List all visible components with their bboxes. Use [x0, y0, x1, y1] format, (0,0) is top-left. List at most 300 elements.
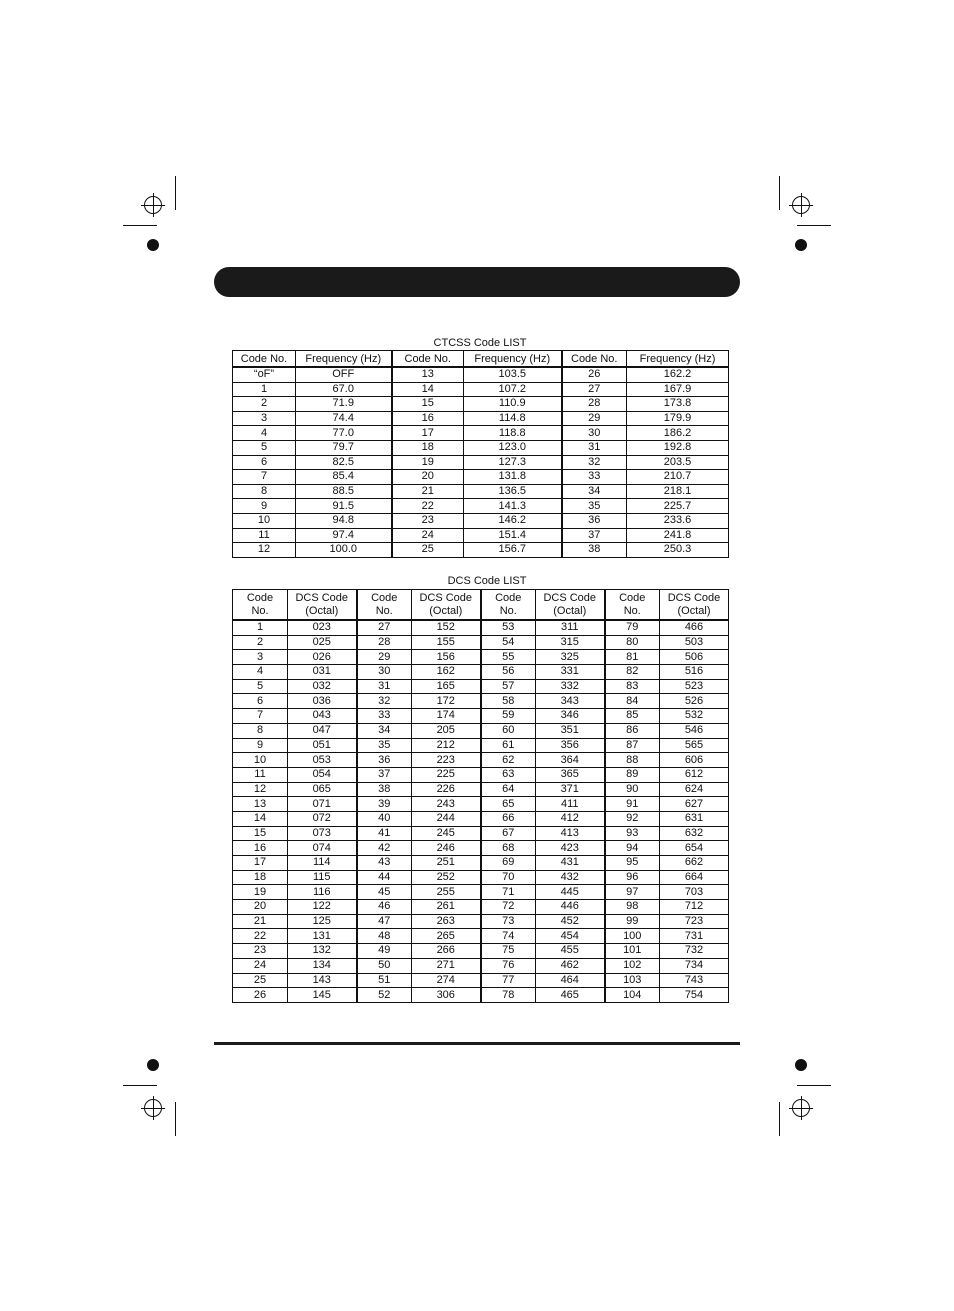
table-row [233, 870, 729, 885]
registration-target-icon [792, 1099, 810, 1117]
table-cell: 146.2 [464, 513, 562, 528]
table-cell: 074 [288, 841, 357, 856]
table-cell: 371 [536, 782, 605, 797]
table-cell: 25 [392, 543, 464, 558]
table-row [233, 650, 729, 665]
column-header: DCS Code (Octal) [412, 590, 481, 621]
table-cell: 455 [536, 944, 605, 959]
table-cell: 65 [481, 797, 536, 812]
table-cell: 306 [412, 988, 481, 1003]
table-cell: 97 [605, 885, 660, 900]
table-cell: 31 [562, 440, 627, 455]
table-cell: 162.2 [627, 367, 729, 382]
table-cell: 51 [357, 973, 412, 988]
table-cell: 053 [288, 753, 357, 768]
table-cell: 452 [536, 914, 605, 929]
table-cell: 423 [536, 841, 605, 856]
table-cell: 32 [357, 694, 412, 709]
table-cell: 36 [357, 753, 412, 768]
registration-dot-icon [147, 239, 159, 251]
table-cell: 8 [233, 723, 288, 738]
table-cell: 91 [605, 797, 660, 812]
table-cell: 13 [233, 797, 288, 812]
column-header: DCS Code (Octal) [536, 590, 605, 621]
table-cell: 246 [412, 841, 481, 856]
table-cell: 94 [605, 841, 660, 856]
table-cell: 9 [233, 499, 296, 514]
table-cell: 27 [562, 382, 627, 397]
table-cell: 114 [288, 856, 357, 871]
table-cell: 134 [288, 958, 357, 973]
table-row [233, 753, 729, 768]
crop-mark [779, 1102, 780, 1136]
table-cell: 72 [481, 900, 536, 915]
table-cell: 331 [536, 665, 605, 680]
column-header: DCS Code (Octal) [660, 590, 729, 621]
table-cell: 226 [412, 782, 481, 797]
table-cell: 88.5 [296, 484, 392, 499]
crop-mark [797, 1085, 831, 1086]
table-cell: 546 [660, 723, 729, 738]
table-cell: 032 [288, 679, 357, 694]
table-cell: 413 [536, 826, 605, 841]
table-cell: 223 [412, 753, 481, 768]
table-cell: 26 [233, 988, 288, 1003]
table-cell: 346 [536, 709, 605, 724]
table-cell: 67 [481, 826, 536, 841]
table-cell: 87 [605, 738, 660, 753]
table-cell: 56 [481, 665, 536, 680]
table-cell: 205 [412, 723, 481, 738]
crop-mark [175, 1102, 176, 1136]
table-cell: 261 [412, 900, 481, 915]
table-cell: 95 [605, 856, 660, 871]
table-cell: 39 [357, 797, 412, 812]
table-cell: 173.8 [627, 397, 729, 412]
table-cell: 431 [536, 856, 605, 871]
table-row [233, 797, 729, 812]
table-cell: 49 [357, 944, 412, 959]
table-cell: 8 [233, 484, 296, 499]
table-cell: 565 [660, 738, 729, 753]
table-cell: 244 [412, 811, 481, 826]
table-cell: 33 [357, 709, 412, 724]
table-cell: 6 [233, 455, 296, 470]
table-row [233, 499, 729, 514]
table-cell: 35 [357, 738, 412, 753]
table-row [233, 958, 729, 973]
table-cell: 445 [536, 885, 605, 900]
table-cell: 32 [562, 455, 627, 470]
table-cell: 88 [605, 753, 660, 768]
table-cell: 24 [392, 528, 464, 543]
table-cell: 141.3 [464, 499, 562, 514]
table-cell: 526 [660, 694, 729, 709]
table-cell: 104 [605, 988, 660, 1003]
table-row [233, 973, 729, 988]
table-cell: 14 [392, 382, 464, 397]
table-cell: 13 [392, 367, 464, 382]
table-cell: 99 [605, 914, 660, 929]
table-row [233, 543, 729, 558]
table-cell: 054 [288, 767, 357, 782]
table-cell: 11 [233, 528, 296, 543]
table-cell: 152 [412, 620, 481, 635]
table-cell: 225.7 [627, 499, 729, 514]
table-cell: 62 [481, 753, 536, 768]
table-cell: 155 [412, 635, 481, 650]
table-cell: 664 [660, 870, 729, 885]
table-row [233, 470, 729, 485]
table-cell: 073 [288, 826, 357, 841]
table-cell: 118.8 [464, 426, 562, 441]
table-cell: 86 [605, 723, 660, 738]
table-cell: 3 [233, 411, 296, 426]
table-cell: 58 [481, 694, 536, 709]
table-cell: 21 [233, 914, 288, 929]
table-cell: 68 [481, 841, 536, 856]
table-cell: 41 [357, 826, 412, 841]
table-cell: 85.4 [296, 470, 392, 485]
table-cell: 503 [660, 635, 729, 650]
table-cell: 265 [412, 929, 481, 944]
table-cell: 754 [660, 988, 729, 1003]
column-header: Code No. [233, 590, 288, 621]
table-cell: 25 [233, 973, 288, 988]
table-cell: 40 [357, 811, 412, 826]
table-cell: 454 [536, 929, 605, 944]
table-cell: 351 [536, 723, 605, 738]
table-cell: 9 [233, 738, 288, 753]
table-cell: 34 [562, 484, 627, 499]
table-cell: 93 [605, 826, 660, 841]
table-cell: 131.8 [464, 470, 562, 485]
table-cell: 45 [357, 885, 412, 900]
table-cell: 46 [357, 900, 412, 915]
table-cell: 15 [233, 826, 288, 841]
table-cell: 18 [392, 440, 464, 455]
table-row [233, 426, 729, 441]
table-row [233, 767, 729, 782]
table-cell: 16 [233, 841, 288, 856]
table-cell: 98 [605, 900, 660, 915]
table-cell: 252 [412, 870, 481, 885]
table-cell: 33 [562, 470, 627, 485]
table-cell: 83 [605, 679, 660, 694]
table-cell: 2 [233, 635, 288, 650]
table-cell: 57 [481, 679, 536, 694]
table-cell: 624 [660, 782, 729, 797]
table-cell: 48 [357, 929, 412, 944]
column-header: Frequency (Hz) [296, 351, 392, 368]
table-cell: 026 [288, 650, 357, 665]
table-cell: 466 [660, 620, 729, 635]
table-cell: 79.7 [296, 440, 392, 455]
column-header: Code No. [233, 351, 296, 368]
table-cell: 30 [562, 426, 627, 441]
ctcss-caption: CTCSS Code LIST [433, 337, 527, 349]
table-row [233, 738, 729, 753]
table-cell: 91.5 [296, 499, 392, 514]
table-cell: 103 [605, 973, 660, 988]
table-cell: 92 [605, 811, 660, 826]
table-cell: 051 [288, 738, 357, 753]
table-cell: 143 [288, 973, 357, 988]
section-header-bar [214, 267, 740, 297]
table-cell: 20 [233, 900, 288, 915]
crop-mark [123, 1085, 157, 1086]
table-header-row [233, 351, 729, 368]
table-cell: 218.1 [627, 484, 729, 499]
table-cell: 122 [288, 900, 357, 915]
table-cell: 19 [233, 885, 288, 900]
table-cell: 072 [288, 811, 357, 826]
registration-dot-icon [795, 239, 807, 251]
table-cell: 79 [605, 620, 660, 635]
table-row [233, 455, 729, 470]
table-row [233, 635, 729, 650]
table-row [233, 914, 729, 929]
table-cell: 59 [481, 709, 536, 724]
table-cell: “oF” [233, 367, 296, 382]
table-row [233, 826, 729, 841]
column-header: Code No. [605, 590, 660, 621]
table-row [233, 709, 729, 724]
registration-target-icon [144, 1099, 162, 1117]
table-cell: 26 [562, 367, 627, 382]
registration-target-icon [792, 196, 810, 214]
table-cell: 66 [481, 811, 536, 826]
table-cell: 172 [412, 694, 481, 709]
table-cell: 17 [233, 856, 288, 871]
table-cell: 28 [562, 397, 627, 412]
table-cell: 20 [392, 470, 464, 485]
table-row [233, 513, 729, 528]
table-cell: 42 [357, 841, 412, 856]
table-cell: 047 [288, 723, 357, 738]
table-cell: 35 [562, 499, 627, 514]
table-cell: 127.3 [464, 455, 562, 470]
table-cell: 82.5 [296, 455, 392, 470]
table-cell: 60 [481, 723, 536, 738]
table-cell: 271 [412, 958, 481, 973]
table-cell: 23 [233, 944, 288, 959]
table-cell: 90 [605, 782, 660, 797]
table-cell: 167.9 [627, 382, 729, 397]
column-header: Code No. [562, 351, 627, 368]
table-cell: 38 [562, 543, 627, 558]
table-cell: 6 [233, 694, 288, 709]
table-row [233, 484, 729, 499]
table-cell: 37 [562, 528, 627, 543]
column-header: DCS Code (Octal) [288, 590, 357, 621]
table-cell: 203.5 [627, 455, 729, 470]
table-cell: 523 [660, 679, 729, 694]
table-cell: 82 [605, 665, 660, 680]
table-cell: 34 [357, 723, 412, 738]
table-cell: 55 [481, 650, 536, 665]
column-header: Frequency (Hz) [464, 351, 562, 368]
table-cell: 311 [536, 620, 605, 635]
crop-mark [175, 176, 176, 210]
table-cell: 241.8 [627, 528, 729, 543]
table-cell: 50 [357, 958, 412, 973]
table-row [233, 723, 729, 738]
table-cell: 131 [288, 929, 357, 944]
table-cell: 151.4 [464, 528, 562, 543]
table-cell: 712 [660, 900, 729, 915]
table-cell: 255 [412, 885, 481, 900]
table-cell: 80 [605, 635, 660, 650]
table-cell: 78 [481, 988, 536, 1003]
table-cell: 103.5 [464, 367, 562, 382]
table-row [233, 944, 729, 959]
table-cell: 732 [660, 944, 729, 959]
table-cell: 110.9 [464, 397, 562, 412]
table-cell: 243 [412, 797, 481, 812]
table-cell: 23 [392, 513, 464, 528]
table-cell: 179.9 [627, 411, 729, 426]
table-cell: 76 [481, 958, 536, 973]
table-cell: 77 [481, 973, 536, 988]
table-cell: 30 [357, 665, 412, 680]
table-cell: 54 [481, 635, 536, 650]
table-cell: 2 [233, 397, 296, 412]
table-row [233, 620, 729, 635]
footer-rule [214, 1042, 740, 1045]
table-cell: 043 [288, 709, 357, 724]
table-cell: 100.0 [296, 543, 392, 558]
table-cell: 606 [660, 753, 729, 768]
registration-dot-icon [795, 1059, 807, 1071]
table-cell: 74.4 [296, 411, 392, 426]
table-cell: 4 [233, 426, 296, 441]
table-cell: 71.9 [296, 397, 392, 412]
table-cell: 17 [392, 426, 464, 441]
table-cell: 47 [357, 914, 412, 929]
table-cell: 115 [288, 870, 357, 885]
table-cell: 136.5 [464, 484, 562, 499]
table-cell: 332 [536, 679, 605, 694]
table-row [233, 528, 729, 543]
table-cell: 28 [357, 635, 412, 650]
table-cell: 023 [288, 620, 357, 635]
table-row [233, 811, 729, 826]
table-cell: 44 [357, 870, 412, 885]
table-row [233, 856, 729, 871]
table-cell: 212 [412, 738, 481, 753]
table-cell: 251 [412, 856, 481, 871]
table-cell: 37 [357, 767, 412, 782]
table-cell: 266 [412, 944, 481, 959]
table-cell: 165 [412, 679, 481, 694]
table-cell: 77.0 [296, 426, 392, 441]
table-row [233, 440, 729, 455]
table-cell: 75 [481, 944, 536, 959]
table-cell: 411 [536, 797, 605, 812]
column-header: Code No. [481, 590, 536, 621]
table-cell: 12 [233, 543, 296, 558]
column-header: Code No. [357, 590, 412, 621]
table-cell: 61 [481, 738, 536, 753]
table-cell: 233.6 [627, 513, 729, 528]
table-cell: 114.8 [464, 411, 562, 426]
table-cell: 343 [536, 694, 605, 709]
table-cell: 631 [660, 811, 729, 826]
table-cell: 516 [660, 665, 729, 680]
table-row [233, 367, 729, 382]
table-cell: 462 [536, 958, 605, 973]
table-row [233, 988, 729, 1003]
table-cell: 4 [233, 665, 288, 680]
ctcss-table [232, 350, 729, 558]
table-cell: 100 [605, 929, 660, 944]
table-cell: 071 [288, 797, 357, 812]
table-cell: 734 [660, 958, 729, 973]
table-cell: 156.7 [464, 543, 562, 558]
table-cell: 70 [481, 870, 536, 885]
table-cell: 19 [392, 455, 464, 470]
table-cell: 12 [233, 782, 288, 797]
table-cell: 43 [357, 856, 412, 871]
table-header-row [233, 590, 729, 621]
dcs-caption: DCS Code LIST [447, 575, 527, 587]
table-cell: 81 [605, 650, 660, 665]
table-cell: 465 [536, 988, 605, 1003]
table-cell: OFF [296, 367, 392, 382]
table-cell: 036 [288, 694, 357, 709]
table-cell: 22 [233, 929, 288, 944]
table-cell: 632 [660, 826, 729, 841]
table-row [233, 382, 729, 397]
table-row [233, 665, 729, 680]
table-cell: 464 [536, 973, 605, 988]
table-cell: 94.8 [296, 513, 392, 528]
table-cell: 5 [233, 679, 288, 694]
table-cell: 025 [288, 635, 357, 650]
table-cell: 7 [233, 470, 296, 485]
table-cell: 125 [288, 914, 357, 929]
table-cell: 1 [233, 382, 296, 397]
crop-mark [123, 225, 157, 226]
table-cell: 225 [412, 767, 481, 782]
table-row [233, 782, 729, 797]
table-cell: 22 [392, 499, 464, 514]
table-cell: 71 [481, 885, 536, 900]
table-cell: 356 [536, 738, 605, 753]
table-row [233, 397, 729, 412]
table-cell: 102 [605, 958, 660, 973]
table-row [233, 841, 729, 856]
table-row [233, 929, 729, 944]
table-cell: 5 [233, 440, 296, 455]
table-cell: 132 [288, 944, 357, 959]
table-cell: 412 [536, 811, 605, 826]
table-row [233, 694, 729, 709]
table-cell: 69 [481, 856, 536, 871]
table-cell: 7 [233, 709, 288, 724]
table-cell: 627 [660, 797, 729, 812]
registration-target-icon [144, 196, 162, 214]
table-row [233, 411, 729, 426]
table-cell: 31 [357, 679, 412, 694]
table-cell: 29 [562, 411, 627, 426]
table-cell: 36 [562, 513, 627, 528]
table-cell: 3 [233, 650, 288, 665]
table-cell: 67.0 [296, 382, 392, 397]
table-cell: 192.8 [627, 440, 729, 455]
table-cell: 506 [660, 650, 729, 665]
